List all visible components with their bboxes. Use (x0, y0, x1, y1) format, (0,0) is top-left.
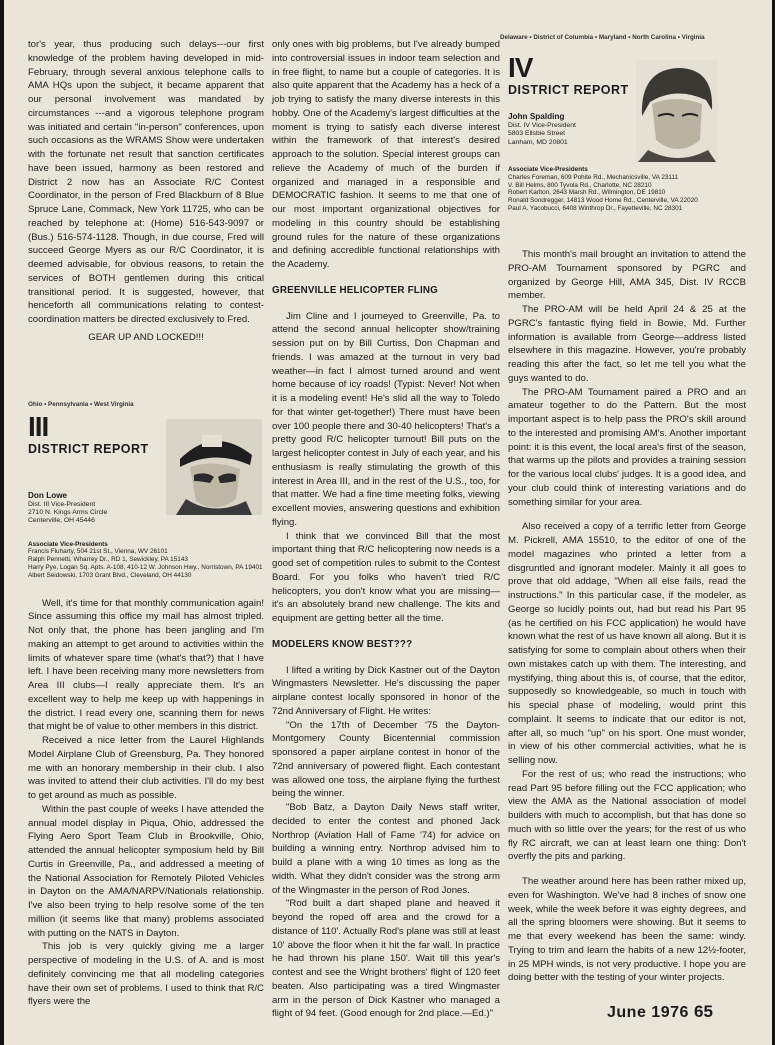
section-heading: GREENVILLE HELICOPTER FLING (272, 284, 438, 296)
associate-vps (28, 541, 264, 580)
district-vp-contact (508, 112, 632, 147)
paragraph: Well, it's time for that monthly communication again! Since assuming this office my mail has almost tripled. Not only that, the phone has been jangling and I'm making an attempt to get around to activities within the limits of whatever spare time (what's that?) that I have left. I have been receiving many more newsletters from Area III clubs—I really appreciate them. It's an excellent way to help me keep up with happenings in the district. I read every one, scanning them for news that might be of value to other members in this district. (28, 597, 264, 733)
associate-heading: Associate Vice-Presidents (28, 540, 108, 548)
column-3 (500, 34, 746, 985)
page-number: 65 (694, 1002, 713, 1021)
paragraph: "Bob Batz, a Dayton Daily News staff writer, decided to enter the contest and phoned Jack Northrop (Aviation Hall of Fame '74) for advice on building a winning entry. Northrop advised him to build a plane with a wing 10 times as long as the width. What they didn't consider was the strong arm of the Wingmaster in the person of Rod Jones. (272, 802, 500, 896)
paragraph: Within the past couple of weeks I have attended the annual model display in Piqua, Ohio, addressed the Flying Aero Sport Team Club in Brookville, Ohio, attended the annual helicopter symposium held by Bill Curtis in Greenville, Pa., and addressed a meeting of the National Association for Remotely Piloted Vehicles in Dayton on the AMA/NARPV/Nationals relationship. I've also been trying to help resolve some of the ten million (it seems like that many) problems associated with putting on the NATS in Dayton. (28, 803, 264, 939)
column-2 (272, 38, 500, 1021)
vp-name: John Spalding (508, 112, 565, 121)
vp-name: Don Lowe (28, 490, 68, 500)
vp-role: Dist. III Vice-President (28, 500, 96, 508)
vp-address-line2: Centerville, OH 45446 (28, 517, 95, 525)
vp-role: Dist. IV Vice-President (508, 122, 576, 129)
district-vp-contact (28, 491, 168, 526)
portrait-photo (636, 60, 718, 162)
left-edge-border (0, 0, 4, 1045)
paragraph: only ones with big problems, but I've already bumped into controversial issues in indoor team selection and in free flight, to name but a couple of categories. It is also quite apparent that the Academy has a heck of a job trying to satisfy the many diverse interests in this hobby. One of the Academy's largest difficulties at the moment is trying to satisfy each diverse interest within the framework of that interest's desired approach to the solution. Special interest groups can relieve the Academy of much of the burden if organized and managed in a responsible and DEMOCRATIC fashion. It seems to me that one of our most important organizational objectives for modeling in this country should be establishing ground rules for the nature of these organizations and defining accredible functional relationships with the Academy. (272, 39, 500, 270)
portrait-image (166, 419, 262, 515)
district-3-header (28, 401, 264, 597)
district-4-header (500, 34, 746, 248)
associate-vp: V. Bill Helms, 800 Tyvola Rd., Charlotte, NC 28210 (508, 181, 652, 189)
portrait-photo (166, 419, 262, 515)
paragraph: Received a nice letter from the Laurel Highlands Model Airplane Club of Greensburg, Pa. They honored me with an honorary membership in their club. I also was invited to attend their club activities. I'll do my best to get around as much as possible. (28, 735, 264, 801)
vp-address-line1: 5803 Ellsbie Street (508, 130, 566, 138)
paragraph: Jim Cline and I journeyed to Greenville, Pa. to attend the second annual helicopter show/training session put on by Bill Curtiss, Don Chapman and friends. I was amazed at the turnout in very bad weather—in fact I almost turned around and went home because of icy roads! (Typist: Never! Not when it is a modeling event! He's slid all the way to Toledo for that winter get-together!) There must have been over 100 people there and 30-40 helicopters! That's a pretty good R/C helicopter turnout! Bill puts on the largest helicopter contest in July of each year, and his enthusiasm is really stimulating the growth of this interest in Area III, and in the rest of the U.S., too, for that matter. We had a fine time meeting folks, viewing excellent movies, answering questions and exhibition flying. (272, 310, 500, 528)
associate-vp: Francis Fluharty, 504 21st St., Vienna, WV 26101 (28, 548, 168, 556)
paragraph: This month's mail brought an invitation to attend the PRO-AM Tournament sponsored by PGRC and organized by George Hill, AMA 345, Dist. IV RCCB member. (508, 249, 746, 302)
associate-heading: Associate Vice-Presidents (508, 166, 588, 173)
associate-vp: Robert Karlton, 2643 Marsh Rd., Wilmington, DE 19810 (508, 189, 666, 197)
vp-address-line2: Lanham, MD 20801 (508, 138, 568, 146)
paragraph: For the rest of us; who read the instructions; who read Part 95 before filling out the FCC application; who view the AMA as the National association of model builders with much to accomplish, but that has done so much with so little over the years; for the rest of us who fly RC aircraft, we can at least learn one thing: Don't overfly the pits and parking. (508, 768, 746, 863)
associate-vp: Albert Seidowski, 1703 Grant Blvd., Cleveland, OH 44130 (28, 571, 192, 579)
associate-vp: Harry Pye, Logan Sq. Apts. A-108, 410-12 W. Johnson Hwy., Norristown, PA 19401 (28, 563, 263, 571)
paragraph: This job is very quickly giving me a larger perspective of modeling in the U.S. of A. and is most definitely convincing me that all modeling categories have their own set of problems. I used to think that R/C flyers were the (28, 941, 264, 1008)
district-numeral: IV (508, 52, 533, 83)
district-report-title: DISTRICT REPORT (508, 83, 629, 97)
paragraph: The PRO-AM will be held April 24 & 25 at the PGRC's fantastic flying field in Bowie, Md. Further information is available from George—address listed elsewhere in this magazine. However, you're probably reading this after the fact, so let me tell you what the guys wanted to do. (508, 304, 746, 384)
district-states: Delaware • District of Columbia • Maryland • North Carolina • Virginia (500, 34, 705, 41)
paragraph: tor's year, thus producing such delays---our first knowledge of the problem having developed in mid-February, through several anxious telephone calls to AMA HQs upon the subject, it became apparent that our personal involvement was mandated by circumstances ---and a vigorous telephone program was initiated and certain "in-person" conferences, upon such occasions as the WRAMS Show were undertaken with the fortunate net result that sanction certificates have been issued, harmony as been restored and District 2 now has an Associate R/C Contest Coordinator, in the person of Fred Blackburn of 8 Blue Spruce Lane, Commack, New York 11725, who can be reached by telephone at: (Home) 516-543-9097 or (Bus.) 516-574-1128. Though, in due course, Fred will succeed George Myers as our R/C Coordinator, it is deemed advisable, for obvious reasons, to retain the services of BOTH gentlemen during this critical transitional period. It is suggested, however, that henceforth all communications relating to contest-coordination matters be directed exclusively to Fred. (28, 39, 264, 325)
section-closing: GEAR UP AND LOCKED!!! (88, 331, 204, 343)
paragraph: "On the 17th of December '75 the Dayton-Montgomery County Bicentennial commission sponsored a paper airplane contest in honor of the 72nd anniversary of powered flight. Each contestant was allowed one toss, the airplane flying the furthest being the winner. (272, 719, 500, 800)
issue-date: June 1976 (607, 1004, 689, 1021)
vp-address-line1: 2710 N. Kings Arms Circle (28, 508, 108, 516)
associate-vps (508, 166, 744, 213)
district-states: Ohio • Pennsylvania • West Virginia (28, 400, 134, 408)
paragraph: The weather around here has been rather mixed up, even for Washington. We've had 8 inches of snow one week, while the week before it was eighty degrees, and all the spring bloomers were showing. But it seems to me that every weekend has been the same: windy. Trying to trim and learn the habits of a new 12½-footer, in 25 MPH winds, is not very productive. I hope you are doing better with the testing of your winter projects. (508, 876, 746, 984)
district-report-title: DISTRICT REPORT (28, 441, 149, 456)
paragraph: Also received a copy of a terrific letter from George M. Pickrell, AMA 15510, to the editor of one of the model magazines who printed a letter from a disgruntled and ignorant modeler. Mainly it all goes to prove that old addage, "When all else fails, read the instructions." In this particular case, if the modeler, as George so lucidly points out, had but read his Part 95 (as he certified on his FCC application) he would have known what the rest of us have known all along. But it is satisfying for some to complain about others when their own mistakes catch up with them. The interesting, and mystifying, thing about this is, of course, that the editor, supposedly so knowledgeable, so much in touch with his special phase of modeling, would print this complaint. It seems to indicate that our editor is not, after all, so much "up" on his sport. One must wonder, in view of his other commercial activities, what he is selling now. (508, 521, 746, 766)
associate-vp: Paul A. Yacobucci, 6408 Winthrop Dr., Fayetteville, NC 28301 (508, 204, 683, 212)
column-1 (28, 38, 264, 1009)
associate-vp: Ronald Sondregger, 14813 Wood Home Rd., Centerville, VA 22020 (508, 197, 698, 205)
paragraph: I lifted a writing by Dick Kastner out of the Dayton Wingmasters Newsletter. He's discussing the paper airplane contest locally sponsored in honor of the 72nd Anniversary of Flight. He writes: (272, 664, 500, 717)
paragraph: The PRO-AM Tournament paired a PRO and an amateur together to do the Pattern. But the most important aspect is to help pass the PRO's skill around to the interested and promising AM's. Another important point: it is this event, the local area's first of the season, that warms up the pilots and provides a training session for the various local clubs' judges. It is a good idea, and your club could think of interesting variations and do something similar for your area. (508, 386, 746, 508)
section-heading: MODELERS KNOW BEST??? (272, 638, 413, 650)
portrait-image (636, 60, 718, 162)
associate-vp: Ralph Pennetti, Wharrey Dr., RD 1, Sewickley, PA 15143 (28, 556, 188, 564)
paragraph: I think that we convinced Bill that the most important thing that R/C helicoptering now needs is a good set of competition rules to submit to the Contest Board. For you folks who haven't tried R/C helicopters, you don't know what you are missing—it's an absolutely brand new challenge. The kits and equipment are getting better all the time. (272, 530, 500, 624)
district-numeral: III (28, 410, 49, 442)
associate-vp: Charles Foreman, 609 Pohite Rd., Mechanicsville, VA 23111 (508, 173, 679, 181)
paragraph: "Rod built a dart shaped plane and heaved it beyond the roped off area and the crowd for a distance of 110'. Actually Rod's plane was still at least 10' above the floor when it hit the far wall. In practice he had thrown his plane 150'. Wait till this year's contest and see the Wright brothers' flight of 120 feet beaten. Also participating was a tired Wingmaster arm in the person of Dick Kastner who managed a flight of 94 feet. (Good enough for 2nd place.—Ed.)" (272, 898, 500, 1020)
